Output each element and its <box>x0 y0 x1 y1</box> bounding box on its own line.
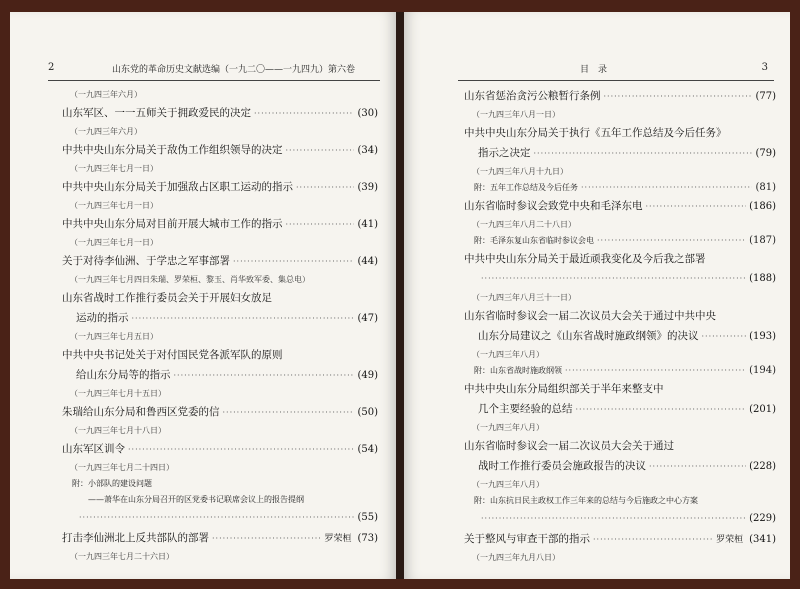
toc-entry-title: 中共中央山东分局关于敌伪工作组织领导的决定 <box>62 144 283 156</box>
toc-title-line: 中共中央山东分局关于最近顽我变化及今后我之部署 <box>464 253 706 265</box>
left-toc-entries <box>62 86 378 565</box>
toc-title-line: 山东省战时工作推行委员会关于开展妇女放足 <box>62 292 272 304</box>
left-page <box>10 12 397 579</box>
toc-page-ref: (229) <box>749 513 776 524</box>
toc-title-line: 中共中央书记处关于对付国民党各派军队的原则 <box>62 349 283 361</box>
toc-date: （一九四三年八月） <box>472 480 544 489</box>
toc-entry-title: 山东分局建议之《山东省战时施政纲领》的决议 <box>478 330 699 342</box>
toc-date: （一九四三年八月） <box>472 350 544 359</box>
toc-leader-dots <box>597 233 746 249</box>
toc-entry[interactable] <box>464 143 776 163</box>
toc-date: （一九四三年八月二十八日） <box>472 220 576 229</box>
toc-page-ref: (193) <box>749 331 776 342</box>
toc-entry-title: 关于对待李仙洲、于学忠之军事部署 <box>62 255 230 267</box>
toc-entry[interactable] <box>62 140 378 160</box>
toc-entry-title: 山东军区训令 <box>62 443 125 455</box>
toc-date: （一九四三年七月二十六日） <box>70 552 174 561</box>
right-toc-entries <box>464 86 776 566</box>
toc-title-line: 山东省临时参议会一届二次议员大会关于通过中共中央 <box>464 310 716 322</box>
toc-entry[interactable] <box>464 456 776 476</box>
toc-page-ref: (186) <box>749 201 776 212</box>
toc-page-ref: (50) <box>357 407 378 418</box>
toc-leader-dots <box>702 327 747 347</box>
toc-entry-title: 山东省临时参议会致党中央和毛泽东电 <box>464 200 643 212</box>
toc-leader-dots <box>286 141 355 161</box>
right-page-number: 3 <box>761 62 768 73</box>
toc-entry[interactable] <box>464 269 776 289</box>
toc-leader-dots <box>174 366 355 386</box>
toc-date: （一九四三年七月四日朱瑞、罗荣桓、黎玉、肖华致军委、集总电） <box>70 275 310 284</box>
toc-entry-title: 附：五年工作总结及今后任务 <box>474 183 578 192</box>
toc-entry-author: 罗荣桓 <box>324 534 352 544</box>
toc-entry[interactable] <box>62 508 378 528</box>
toc-page-ref: (194) <box>749 365 776 376</box>
toc-page-ref: (30) <box>357 108 378 119</box>
toc-page-ref: (228) <box>749 461 776 472</box>
toc-page-ref: (79) <box>755 148 776 159</box>
toc-entry[interactable] <box>464 180 776 196</box>
toc-title-line: 中共中央山东分局组织部关于半年来整支中 <box>464 383 664 395</box>
toc-leader-dots <box>212 529 321 549</box>
toc-entry-title: 附：山东省战时施政纲领 <box>474 366 562 375</box>
toc-page-ref: (49) <box>357 370 378 381</box>
toc-leader-dots <box>132 309 355 329</box>
toc-leader-dots <box>481 269 746 289</box>
toc-entry[interactable] <box>62 103 378 123</box>
toc-entry[interactable] <box>62 214 378 234</box>
toc-entry[interactable] <box>464 196 776 216</box>
toc-date: （一九四三年七月十八日） <box>70 426 166 435</box>
toc-entry[interactable] <box>62 365 378 385</box>
toc-entry-title: 几个主要经验的总结 <box>478 403 573 415</box>
toc-entry-title: 关于整风与审查干部的指示 <box>464 533 590 545</box>
toc-leader-dots <box>534 144 753 164</box>
toc-appendix-note: 附：山东抗日民主政权工作三年来的总结与今后施政之中心方案 <box>474 496 698 505</box>
toc-entry-author: 罗荣桓 <box>716 535 744 545</box>
toc-leader-dots <box>565 363 746 379</box>
toc-leader-dots <box>79 508 354 528</box>
toc-page-ref: (188) <box>749 273 776 284</box>
toc-date: （一九四三年七月一日） <box>70 238 158 247</box>
toc-entry-title: 山东省惩治贪污公粮暂行条例 <box>464 90 601 102</box>
toc-title-line: 山东省临时参议会一届二次议员大会关于通过 <box>464 440 674 452</box>
toc-entry-title: 给山东分局等的指示 <box>76 369 171 381</box>
toc-entry[interactable] <box>464 233 776 249</box>
toc-date: （一九四三年八月一日） <box>472 110 560 119</box>
toc-entry-title: 山东军区、一一五师关于拥政爱民的决定 <box>62 107 251 119</box>
toc-leader-dots <box>646 197 747 217</box>
toc-date: （一九四三年七月五日） <box>70 332 158 341</box>
toc-leader-dots <box>296 178 354 198</box>
toc-appendix-subtitle: ——萧华在山东分局召开的区党委书记联席会议上的报告提纲 <box>88 495 304 504</box>
toc-entry-title: 战时工作推行委员会施政报告的决议 <box>478 460 646 472</box>
toc-entry[interactable] <box>62 251 378 271</box>
toc-page-ref: (54) <box>357 444 378 455</box>
toc-date: （一九四三年七月二十四日） <box>70 463 174 472</box>
toc-date: （一九四三年七月十五日） <box>70 389 166 398</box>
right-page-header <box>458 62 772 78</box>
toc-leader-dots <box>128 440 354 460</box>
toc-page-ref: (201) <box>749 404 776 415</box>
left-page-number: 2 <box>48 62 55 73</box>
toc-leader-dots <box>604 87 753 107</box>
toc-date: （一九四三年九月八日） <box>472 553 560 562</box>
toc-entry[interactable] <box>464 399 776 419</box>
toc-date: （一九四三年七月一日） <box>70 201 158 210</box>
toc-page-ref: (55) <box>357 512 378 523</box>
toc-page-ref: (187) <box>749 235 776 246</box>
toc-date: （一九四三年八月） <box>472 423 544 432</box>
toc-date: （一九四三年六月） <box>70 127 142 136</box>
toc-page-ref: (73) <box>357 533 378 544</box>
toc-leader-dots <box>593 530 713 550</box>
toc-entry[interactable] <box>62 402 378 422</box>
toc-entry[interactable] <box>62 177 378 197</box>
toc-entry-title: 朱瑞给山东分局和鲁西区党委的信 <box>62 406 220 418</box>
toc-entry-title: 打击李仙洲北上反共部队的部署 <box>62 532 209 544</box>
book-gutter <box>396 12 404 579</box>
toc-entry-title: 中共中央山东分局对目前开展大城市工作的指示 <box>62 218 283 230</box>
toc-entry[interactable] <box>464 509 776 529</box>
toc-entry[interactable] <box>62 308 378 328</box>
toc-leader-dots <box>576 400 747 420</box>
right-page <box>404 12 790 579</box>
left-header-rule <box>48 80 380 81</box>
toc-page-ref: (44) <box>357 256 378 267</box>
toc-leader-dots <box>233 252 354 272</box>
toc-entry[interactable] <box>464 529 776 549</box>
toc-page-ref: (47) <box>357 313 378 324</box>
toc-date: （一九四三年八月十九日） <box>472 167 568 176</box>
left-header-title: 山东党的革命历史文献选编（一九二〇——一九四九）第六卷 <box>112 65 356 75</box>
toc-entry[interactable] <box>62 439 378 459</box>
toc-entry-title: 中共中央山东分局关于加强敌占区职工运动的指示 <box>62 181 293 193</box>
toc-date: （一九四三年七月一日） <box>70 164 158 173</box>
toc-page-ref: (34) <box>357 145 378 156</box>
toc-title-line: 中共中央山东分局关于执行《五年工作总结及今后任务》 <box>464 127 727 139</box>
toc-leader-dots <box>581 180 752 196</box>
toc-page-ref: (77) <box>755 91 776 102</box>
toc-entry[interactable] <box>62 528 378 548</box>
toc-entry-title: 运动的指示 <box>76 312 129 324</box>
toc-leader-dots <box>649 457 746 477</box>
right-header-title: 目 录 <box>580 65 608 75</box>
toc-leader-dots <box>223 403 355 423</box>
toc-leader-dots <box>254 104 354 124</box>
toc-leader-dots <box>481 509 746 529</box>
left-page-header <box>48 62 378 78</box>
toc-date: （一九四三年六月） <box>70 90 142 99</box>
toc-appendix-note: 附：小部队的建设问题 <box>72 479 152 488</box>
toc-leader-dots <box>286 215 355 235</box>
toc-entry-title: 指示之决定 <box>478 147 531 159</box>
toc-entry[interactable] <box>464 363 776 379</box>
toc-page-ref: (39) <box>357 182 378 193</box>
toc-entry-title: 附：毛泽东复山东省临时参议会电 <box>474 236 594 245</box>
toc-date: （一九四三年八月三十一日） <box>472 293 576 302</box>
toc-entry[interactable] <box>464 86 776 106</box>
toc-page-ref: (341) <box>749 534 776 545</box>
toc-page-ref: (81) <box>755 182 776 193</box>
right-header-rule <box>458 80 774 81</box>
toc-page-ref: (41) <box>357 219 378 230</box>
toc-entry[interactable] <box>464 326 776 346</box>
